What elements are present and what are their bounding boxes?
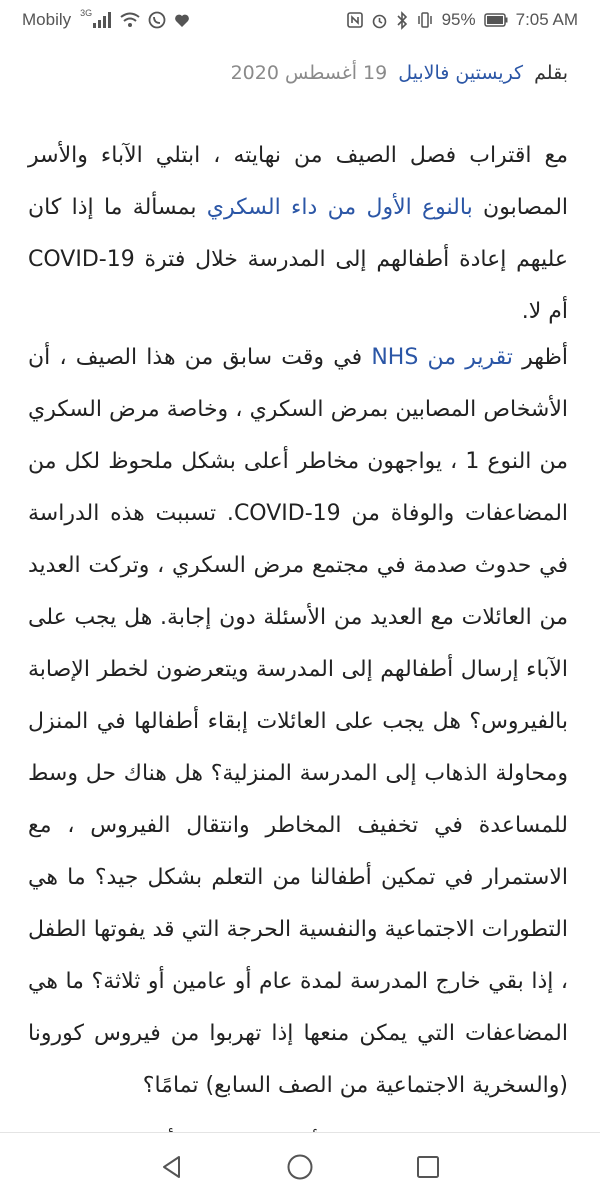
back-triangle-icon <box>159 1154 185 1180</box>
whatsapp-icon <box>148 11 166 29</box>
author-link[interactable]: كريستين فالابيل <box>398 62 524 84</box>
network-type: 3G <box>80 8 93 18</box>
article-byline <box>231 62 568 84</box>
home-button[interactable] <box>236 1133 364 1201</box>
navigation-bar <box>0 1132 600 1201</box>
byline-prefix: بقلم <box>534 62 568 84</box>
home-circle-icon <box>286 1153 314 1181</box>
paragraph-2-text-b: في وقت سابق من هذا الصيف ، أن الأشخاص المصابين بمرض السكري ، وخاصة مرض السكري من النوع 1 ، يواجهون مخاطر أعلى بشكل ملحوظ لكل من المضاعفات والوفاة من COVID-19. تسببت هذه الدراسة في حدوث صدمة في مجتمع مرض السكري ، وتركت العديد من العائلات مع العديد من الأسئلة دون إجابة. هل يجب على الآباء إرسال أطفالهم إلى المدرسة ويتعرضون لخطر الإصابة بالفيروس؟ هل يجب على العائلات إبقاء أطفالها في المنزل ومحاولة الذهاب إلى المدرسة المنزلية؟ هل هناك حل وسط للمساعدة في تخفيف المخاطر وانتقال الفيروس ، مع الاستمرار في تمكين أطفالنا من التعلم بشكل جيد؟ ما هي التطورات الاجتماعية والنفسية الحرجة التي قد يفوتها الطفل ، إذا بقي خارج المدرسة لمدة عام أو عامين أو ثلاثة؟ ما هي المضاعفات التي يمكن منعها إذا تهربوا من فيروس كورونا (والسخرية الاجتماعية من الصف السابع) تمامًا؟ <box>28 345 569 1098</box>
recents-button[interactable] <box>364 1133 492 1201</box>
battery-percent: 95% <box>441 10 476 29</box>
status-bar <box>0 0 600 40</box>
paragraph-2-text-a: أظهر <box>522 345 569 370</box>
alarm-icon <box>371 12 388 29</box>
bluetooth-icon <box>396 12 408 29</box>
vibrate-icon <box>416 12 434 28</box>
status-left <box>22 10 190 30</box>
paragraph-1-text-a: مع اقتراب فصل الصيف من نهايته ، ابتلي الآباء والأسر المصابون <box>28 143 569 220</box>
article-paragraph-1 <box>28 130 568 338</box>
battery-icon <box>484 13 508 27</box>
status-right <box>347 10 578 30</box>
heart-icon <box>174 13 190 28</box>
wifi-icon <box>120 12 140 28</box>
article-content[interactable] <box>0 40 600 1130</box>
publish-date: 19 أغسطس 2020 <box>230 62 388 84</box>
paragraph-1-text-b: بمسألة ما إذا كان عليهم إعادة أطفالهم إلى المدرسة خلال فترة COVID-19 أم لا. <box>28 195 568 324</box>
nhs-link[interactable]: NHS <box>371 345 419 370</box>
article-paragraph-2 <box>28 332 568 1112</box>
report-link[interactable]: تقرير من <box>427 345 513 370</box>
signal-icon <box>79 8 112 28</box>
nfc-icon <box>347 12 363 28</box>
clock-time: 7:05 AM <box>515 10 578 29</box>
carrier-name: Mobily <box>22 10 72 29</box>
back-button[interactable] <box>108 1133 236 1201</box>
type1-diabetes-link[interactable]: بالنوع الأول من داء السكري <box>206 195 473 220</box>
recents-square-icon <box>416 1155 440 1179</box>
